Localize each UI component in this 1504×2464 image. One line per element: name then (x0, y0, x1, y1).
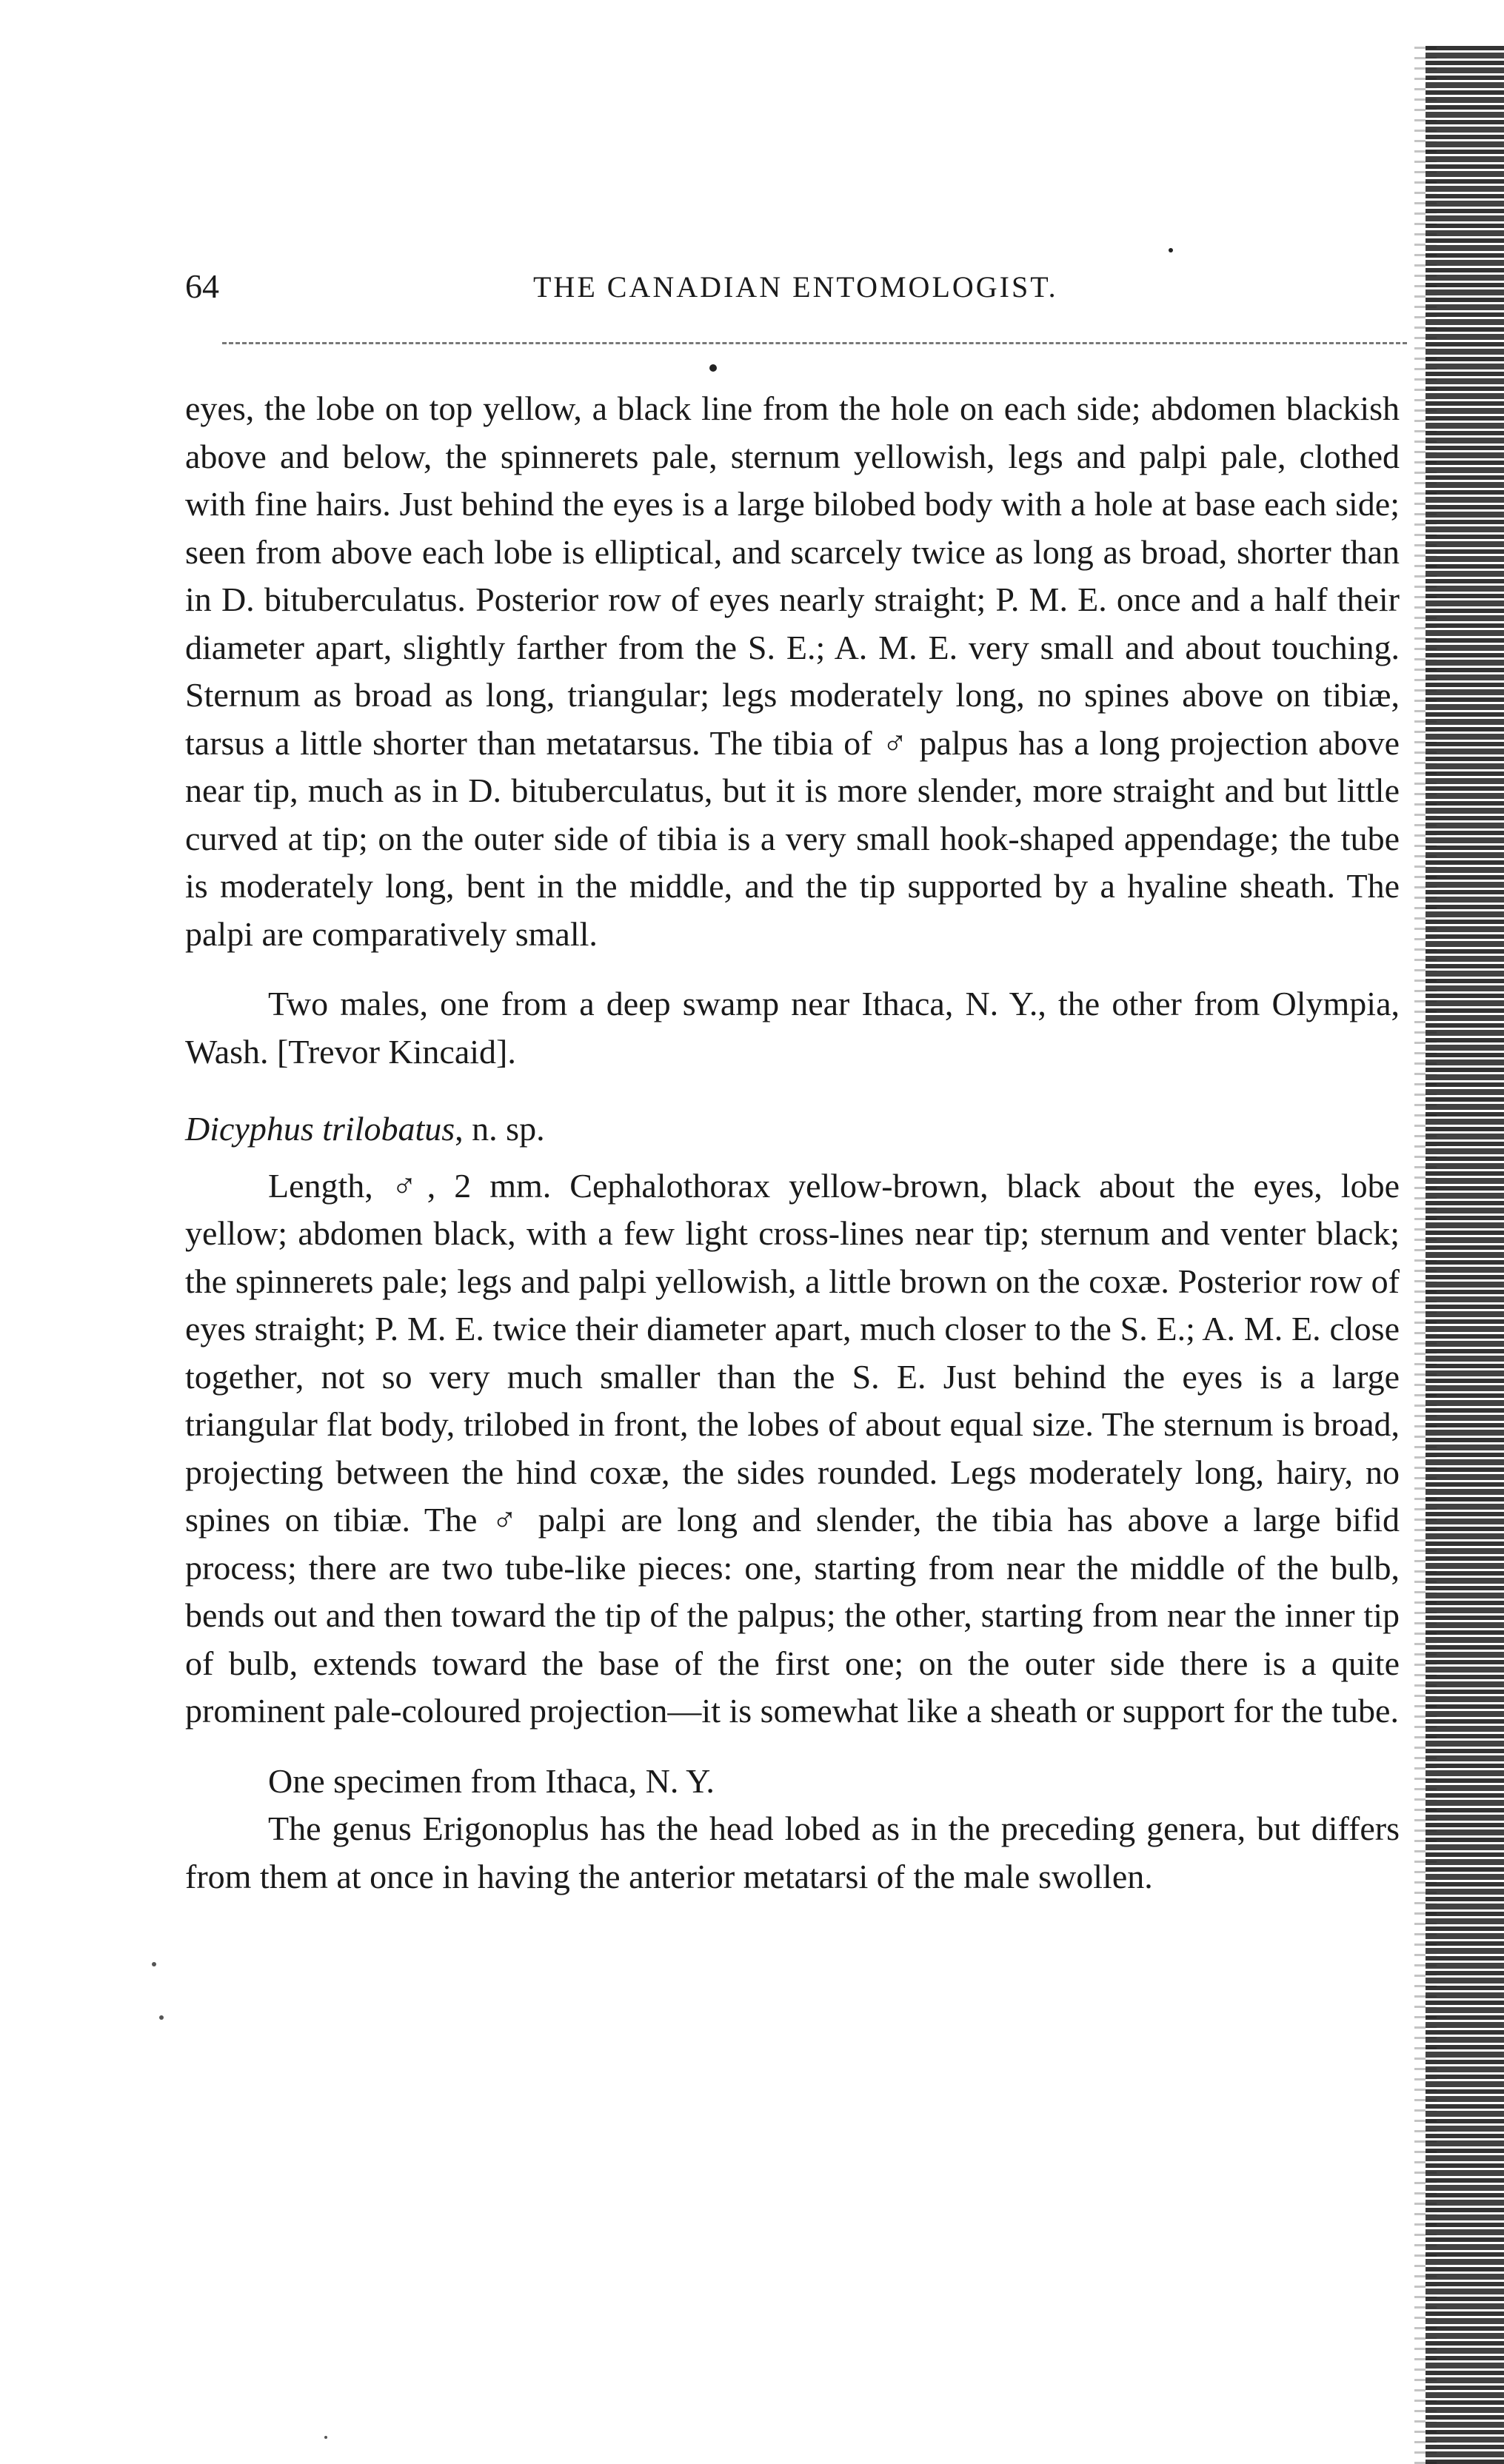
header-rule (222, 342, 1407, 344)
page-number: 64 (185, 267, 219, 305)
paragraph-specimens: Two males, one from a deep swamp near Ithaca, N. Y., the other from Olympia, Wash. [Trevor Kincaid]. (185, 985, 1400, 1071)
paragraph-description: Length, ♂, 2 mm. Cephalothorax yellow-brown, black about the eyes, lobe yellow; abdomen black, with a few light cross-lines near tip; sternum and venter black; the spinnerets pale; legs and palpi yellowish, a little brown on the coxæ. Posterior row of eyes straight; P. M. E. twice their diameter apart, much closer to the S. E.; A. M. E. close together, not so very much smaller than the S. E. Just behind the eyes is a large triangular flat body, trilobed in front, the lobes of about equal size. The sternum is broad, projecting between the hind coxæ, the sides rounded. Legs moderately long, hairy, no spines on tibiæ. The ♂ palpi are long and slender, the tibia has above a large bifid process; there are two tube-like pieces: one, starting from near the middle of the bulb, bends out and then toward the tip of the palpus; the other, starting from near the inner tip of bulb, extends toward the base of the first one; on the outer side there is a quite prominent pale-coloured projection—it is somewhat like a sheath or support for the tube. (185, 1166, 1400, 1730)
species-heading (185, 1105, 1400, 1154)
ink-mark (324, 2436, 327, 2439)
running-title: THE CANADIAN ENTOMOLOGIST. (533, 270, 1058, 304)
scan-edge-bleedthrough (1426, 44, 1504, 2464)
page-header (185, 267, 1414, 318)
ink-speck (709, 364, 717, 372)
species-name: Dicyphus trilobatus (185, 1110, 455, 1148)
ink-speck (1169, 248, 1173, 252)
paragraph-genus-note: The genus Erigonoplus has the head lobed as in the preceding genera, but differs from them at once in having the anterior metatarsi of the male swollen. (185, 1810, 1400, 1895)
ink-mark (159, 2015, 164, 2020)
ink-mark (152, 1962, 156, 1966)
paragraph-continued: eyes, the lobe on top yellow, a black line from the hole on each side; abdomen blackish above and below, the spinnerets pale, sternum yellowish, legs and palpi pale, clothed with fine hairs. Just behind the eyes is a large bilobed body with a hole at base each side; seen from above each lobe is elliptical, and scarcely twice as long as broad, shorter than in D. bituberculatus. Posterior row of eyes nearly straight; P. M. E. once and a half their diameter apart, slightly farther from the S. E.; A. M. E. very small and about touching. Sternum as broad as long, triangular; legs moderately long, no spines above on tibiæ, tarsus a little shorter than metatarsus. The tibia of ♂ palpus has a long projection above near tip, much as in D. bituberculatus, but it is more slender, more straight and but little curved at tip; on the outer side of tibia is a very small hook-shaped appendage; the tube is moderately long, bent in the middle, and the tip supported by a hyaline sheath. The palpi are comparatively small. (185, 389, 1400, 953)
paragraph-specimen-location: One specimen from Ithaca, N. Y. (268, 1761, 715, 1800)
species-suffix: , n. sp. (455, 1110, 545, 1148)
body-text (185, 385, 1400, 1901)
